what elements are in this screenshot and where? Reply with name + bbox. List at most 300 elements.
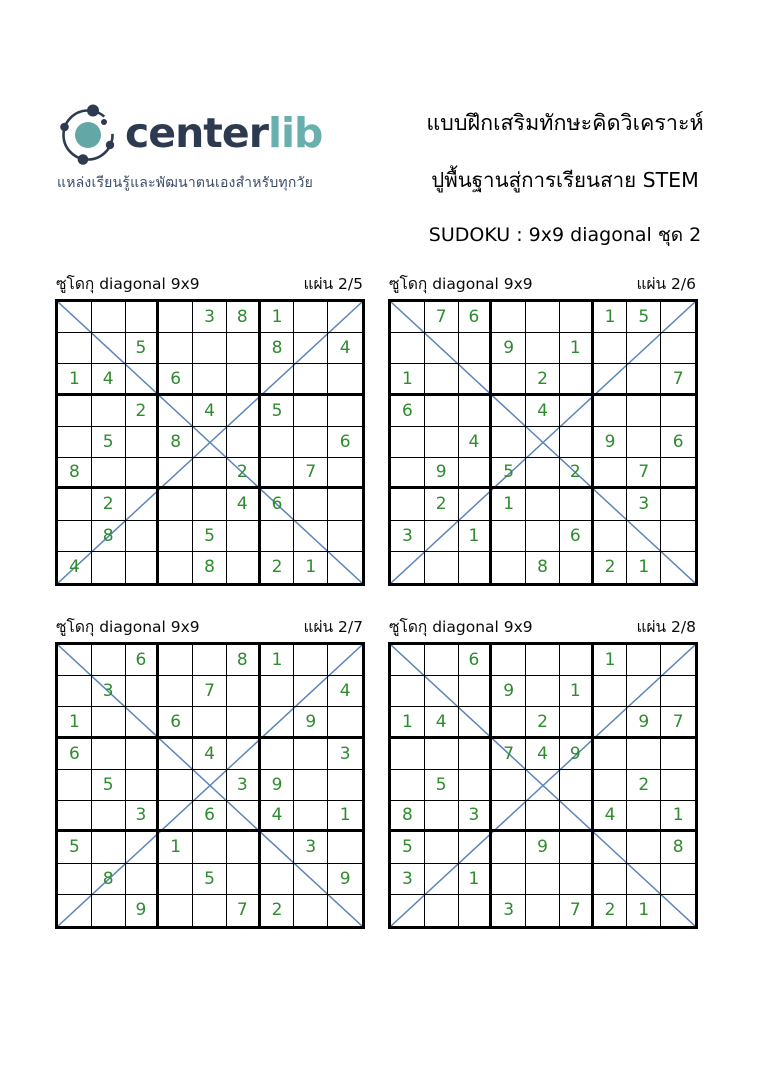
sudoku-cell: 8 [526, 552, 560, 583]
sudoku-cell [227, 396, 261, 427]
sudoku-cell [126, 302, 160, 333]
sudoku-cell: 3 [294, 832, 328, 863]
sudoku-cell [92, 832, 126, 863]
sudoku-cell [193, 427, 227, 458]
sudoku-cell [492, 864, 526, 895]
sudoku-cell [627, 832, 661, 863]
sudoku-cell [328, 645, 362, 676]
sudoku-cell [391, 770, 425, 801]
sudoku-cell [425, 864, 459, 895]
sudoku-cell [193, 645, 227, 676]
sudoku-cell: 9 [492, 333, 526, 364]
sudoku-cell [594, 333, 628, 364]
sudoku-cell [126, 521, 160, 552]
sudoku-cell [227, 552, 261, 583]
sudoku-cell [261, 458, 295, 489]
sudoku-cell: 1 [261, 645, 295, 676]
sudoku-cell: 6 [58, 739, 92, 770]
sudoku-cell [391, 458, 425, 489]
sudoku-cell: 8 [92, 864, 126, 895]
sudoku-cell [526, 302, 560, 333]
puzzle-sheet-label: แผ่น 2/6 [636, 275, 696, 293]
sudoku-cell [425, 333, 459, 364]
sudoku-cell: 2 [594, 895, 628, 926]
sudoku-cell [661, 645, 695, 676]
sudoku-cell: 5 [58, 832, 92, 863]
sudoku-panel-3 [55, 615, 365, 929]
sudoku-cell [294, 364, 328, 395]
sudoku-cell [594, 707, 628, 738]
sudoku-cell [560, 364, 594, 395]
sudoku-cell: 3 [92, 676, 126, 707]
sudoku-cell: 8 [227, 302, 261, 333]
sudoku-cell [193, 707, 227, 738]
sudoku-cell: 9 [126, 895, 160, 926]
sudoku-cell: 6 [459, 645, 493, 676]
sudoku-cell: 7 [661, 364, 695, 395]
sudoku-cell: 5 [92, 770, 126, 801]
sudoku-cell [459, 707, 493, 738]
sudoku-cell: 9 [627, 707, 661, 738]
sudoku-cell [261, 832, 295, 863]
sudoku-cell [227, 832, 261, 863]
sudoku-cell: 3 [627, 489, 661, 520]
sudoku-cell: 8 [159, 427, 193, 458]
sudoku-cell [492, 707, 526, 738]
sudoku-cell [261, 427, 295, 458]
sudoku-cell [193, 489, 227, 520]
sudoku-cell: 9 [560, 739, 594, 770]
sudoku-grid [55, 299, 365, 586]
sudoku-grid [55, 642, 365, 929]
sudoku-cell [526, 333, 560, 364]
sudoku-cell [227, 427, 261, 458]
sudoku-cell [627, 801, 661, 832]
sudoku-cell: 2 [92, 489, 126, 520]
sudoku-cell [492, 770, 526, 801]
sudoku-cell: 7 [193, 676, 227, 707]
sudoku-cell [459, 333, 493, 364]
sudoku-cell [58, 333, 92, 364]
sudoku-cell [459, 739, 493, 770]
sudoku-cell [594, 832, 628, 863]
logo-word-lib: lib [267, 108, 323, 157]
puzzle-sheet-label: แผ่น 2/8 [636, 618, 696, 636]
sudoku-cell [159, 489, 193, 520]
puzzle-header [388, 615, 698, 639]
sudoku-cell [526, 458, 560, 489]
sudoku-cell [92, 458, 126, 489]
sudoku-cell: 2 [526, 364, 560, 395]
sudoku-cell [294, 864, 328, 895]
sudoku-cell: 6 [159, 707, 193, 738]
sudoku-cell [594, 489, 628, 520]
sudoku-cell [193, 770, 227, 801]
sudoku-cell [560, 770, 594, 801]
sudoku-cell [328, 302, 362, 333]
sudoku-cell [58, 521, 92, 552]
sudoku-cell: 8 [261, 333, 295, 364]
sudoku-cell [126, 676, 160, 707]
sudoku-cell [425, 832, 459, 863]
sudoku-cell [459, 489, 493, 520]
sudoku-cell: 7 [560, 895, 594, 926]
sudoku-cell [459, 458, 493, 489]
sudoku-cell [126, 770, 160, 801]
sudoku-cell [227, 521, 261, 552]
sudoku-cell: 4 [227, 489, 261, 520]
sudoku-cell [92, 739, 126, 770]
sudoku-cell [661, 864, 695, 895]
sudoku-cell: 4 [193, 396, 227, 427]
sudoku-cell [526, 895, 560, 926]
sudoku-cell: 4 [526, 396, 560, 427]
puzzle-header [388, 272, 698, 296]
sudoku-cell [492, 302, 526, 333]
puzzle-title: ซูโดกุ diagonal 9x9 [56, 275, 200, 293]
sudoku-cell: 6 [159, 364, 193, 395]
sudoku-cell [126, 364, 160, 395]
sudoku-cell [594, 396, 628, 427]
sudoku-cell [294, 427, 328, 458]
sudoku-cell [492, 364, 526, 395]
sudoku-cell [560, 707, 594, 738]
sudoku-cell [560, 645, 594, 676]
sudoku-cell: 5 [193, 864, 227, 895]
sudoku-cell [159, 333, 193, 364]
sudoku-cell: 4 [328, 333, 362, 364]
sudoku-cell [627, 364, 661, 395]
sudoku-cell [159, 864, 193, 895]
sudoku-cell [627, 396, 661, 427]
sudoku-cell [526, 489, 560, 520]
sudoku-cell [328, 458, 362, 489]
sudoku-cell [425, 521, 459, 552]
sudoku-cell [661, 333, 695, 364]
sudoku-cell [425, 552, 459, 583]
sudoku-cell [92, 302, 126, 333]
sudoku-cell: 1 [459, 864, 493, 895]
sudoku-grid [388, 299, 698, 586]
sudoku-cell: 6 [193, 801, 227, 832]
sudoku-cell [227, 864, 261, 895]
sudoku-cell [159, 676, 193, 707]
sudoku-cell: 1 [58, 364, 92, 395]
sudoku-cell [459, 364, 493, 395]
sudoku-cell: 4 [193, 739, 227, 770]
sudoku-cell [526, 427, 560, 458]
sudoku-cell [459, 676, 493, 707]
sudoku-cell [661, 739, 695, 770]
sudoku-cell: 7 [294, 458, 328, 489]
sudoku-cell: 6 [261, 489, 295, 520]
sudoku-cell [294, 396, 328, 427]
sudoku-cell [159, 302, 193, 333]
sudoku-cell [391, 489, 425, 520]
sudoku-cell: 5 [193, 521, 227, 552]
sudoku-cell: 3 [459, 801, 493, 832]
sudoku-cell [159, 895, 193, 926]
sudoku-cell: 4 [459, 427, 493, 458]
sudoku-cell [92, 801, 126, 832]
sudoku-cell [227, 333, 261, 364]
sudoku-cell [159, 739, 193, 770]
sudoku-cell [594, 521, 628, 552]
sudoku-cell [92, 895, 126, 926]
sudoku-cell: 6 [126, 645, 160, 676]
sudoku-cell [294, 333, 328, 364]
sudoku-cell: 9 [594, 427, 628, 458]
sudoku-cell [328, 895, 362, 926]
sudoku-cell [261, 521, 295, 552]
sudoku-cell [526, 645, 560, 676]
sudoku-cell: 4 [425, 707, 459, 738]
sudoku-cell [328, 396, 362, 427]
sudoku-cell [627, 427, 661, 458]
sudoku-cell [459, 770, 493, 801]
logo-word-center: center [125, 108, 268, 157]
sudoku-cell: 3 [391, 864, 425, 895]
sudoku-cell [661, 676, 695, 707]
sudoku-cell [126, 427, 160, 458]
centerlib-logo-icon [57, 100, 121, 166]
sudoku-cell [294, 521, 328, 552]
sudoku-cell [92, 552, 126, 583]
sudoku-cell [425, 801, 459, 832]
sudoku-cell [492, 832, 526, 863]
sudoku-cell [193, 458, 227, 489]
sudoku-cell: 3 [227, 770, 261, 801]
sudoku-cell: 1 [661, 801, 695, 832]
sudoku-cell [661, 396, 695, 427]
sudoku-cell [526, 801, 560, 832]
sudoku-cell [126, 864, 160, 895]
sudoku-cell [492, 801, 526, 832]
sudoku-cell [328, 521, 362, 552]
sudoku-cell [425, 396, 459, 427]
puzzle-title: ซูโดกุ diagonal 9x9 [56, 618, 200, 636]
sudoku-cell: 8 [193, 552, 227, 583]
logo-wordmark [125, 108, 323, 157]
sudoku-cell: 1 [560, 333, 594, 364]
sudoku-cell: 8 [661, 832, 695, 863]
sudoku-cell: 1 [261, 302, 295, 333]
sudoku-cell [425, 364, 459, 395]
puzzle-title: ซูโดกุ diagonal 9x9 [389, 618, 533, 636]
sudoku-cell [159, 552, 193, 583]
sudoku-cell: 1 [159, 832, 193, 863]
sudoku-cell [661, 895, 695, 926]
sudoku-cell: 7 [227, 895, 261, 926]
sudoku-cell: 7 [492, 739, 526, 770]
sudoku-cell [126, 458, 160, 489]
sudoku-cell [526, 770, 560, 801]
sudoku-cell [560, 302, 594, 333]
sudoku-cell: 2 [261, 895, 295, 926]
sudoku-cell: 5 [627, 302, 661, 333]
sudoku-cell: 5 [391, 832, 425, 863]
sudoku-cell [425, 739, 459, 770]
sudoku-cell [227, 801, 261, 832]
sudoku-cell [627, 676, 661, 707]
sudoku-cell [227, 739, 261, 770]
sudoku-cell [391, 739, 425, 770]
sudoku-cell [391, 333, 425, 364]
sudoku-cell [126, 707, 160, 738]
sudoku-cell: 1 [294, 552, 328, 583]
sudoku-cell [159, 521, 193, 552]
sudoku-cell [227, 676, 261, 707]
sudoku-cell: 3 [391, 521, 425, 552]
sudoku-cell [193, 832, 227, 863]
puzzle-sheet-label: แผ่น 2/7 [303, 618, 363, 636]
sudoku-cell: 5 [492, 458, 526, 489]
sudoku-cell: 1 [560, 676, 594, 707]
sudoku-cell [261, 676, 295, 707]
sudoku-cell: 1 [492, 489, 526, 520]
sudoku-cell [58, 302, 92, 333]
sudoku-cell: 5 [92, 427, 126, 458]
sudoku-cell: 2 [627, 770, 661, 801]
sudoku-cell: 6 [459, 302, 493, 333]
sudoku-cell [425, 676, 459, 707]
sudoku-cell: 6 [560, 521, 594, 552]
sudoku-cell: 2 [261, 552, 295, 583]
sudoku-cell [58, 396, 92, 427]
sudoku-cell [261, 707, 295, 738]
sudoku-cell [627, 645, 661, 676]
sudoku-cell [560, 832, 594, 863]
sudoku-cell [594, 864, 628, 895]
sudoku-cell [627, 333, 661, 364]
sudoku-cell [261, 864, 295, 895]
sudoku-cell [492, 521, 526, 552]
sudoku-cell [661, 770, 695, 801]
sudoku-cell: 4 [261, 801, 295, 832]
sudoku-cell [459, 396, 493, 427]
sudoku-cell: 7 [661, 707, 695, 738]
title-line-1: แบบฝึกเสริมทักษะคิดวิเคราะห์ [426, 111, 704, 136]
sudoku-cell [391, 645, 425, 676]
sudoku-cell [391, 302, 425, 333]
sudoku-cell [126, 489, 160, 520]
logo-tagline: แหล่งเรียนรู้และพัฒนาตนเองสำหรับทุกวัย [57, 175, 313, 191]
sudoku-cell: 9 [425, 458, 459, 489]
sudoku-cell [594, 739, 628, 770]
sudoku-cell [159, 458, 193, 489]
sudoku-cell [294, 739, 328, 770]
sudoku-cell [193, 364, 227, 395]
sudoku-cell [425, 645, 459, 676]
sudoku-cell [294, 801, 328, 832]
sudoku-cell [661, 489, 695, 520]
sudoku-cell: 2 [594, 552, 628, 583]
sudoku-cell [526, 864, 560, 895]
sudoku-cell [159, 645, 193, 676]
sudoku-cell [159, 770, 193, 801]
sudoku-cell [391, 427, 425, 458]
sudoku-cell: 4 [594, 801, 628, 832]
sudoku-cell: 6 [661, 427, 695, 458]
sudoku-cell: 1 [594, 302, 628, 333]
sudoku-cell: 1 [391, 364, 425, 395]
sudoku-cell [159, 396, 193, 427]
sudoku-cell [328, 770, 362, 801]
sudoku-cell: 1 [328, 801, 362, 832]
worksheet-title [400, 106, 730, 250]
sudoku-cell [58, 489, 92, 520]
sudoku-cell: 3 [492, 895, 526, 926]
sudoku-cell: 3 [126, 801, 160, 832]
sudoku-cell: 7 [627, 458, 661, 489]
sudoku-cell [227, 707, 261, 738]
sudoku-cell [58, 895, 92, 926]
sudoku-cell: 1 [391, 707, 425, 738]
sudoku-cell [261, 739, 295, 770]
sudoku-cell: 1 [627, 552, 661, 583]
sudoku-cell: 1 [58, 707, 92, 738]
puzzle-sheet-label: แผ่น 2/5 [303, 275, 363, 293]
sudoku-cell: 1 [459, 521, 493, 552]
sudoku-cell [594, 676, 628, 707]
sudoku-cell: 9 [526, 832, 560, 863]
sudoku-cell: 7 [425, 302, 459, 333]
sudoku-cell [594, 458, 628, 489]
sudoku-cell: 4 [92, 364, 126, 395]
sudoku-cell: 4 [526, 739, 560, 770]
sudoku-cell: 2 [425, 489, 459, 520]
sudoku-cell [492, 645, 526, 676]
puzzle-header [55, 615, 365, 639]
sudoku-cell [526, 521, 560, 552]
sudoku-cell [227, 364, 261, 395]
sudoku-cell [560, 427, 594, 458]
sudoku-cell [328, 489, 362, 520]
sudoku-cell [594, 364, 628, 395]
sudoku-panel-4 [388, 615, 698, 929]
centerlib-logo [57, 100, 322, 194]
sudoku-cell [58, 801, 92, 832]
sudoku-cell: 9 [328, 864, 362, 895]
sudoku-cell [328, 552, 362, 583]
sudoku-cell [294, 302, 328, 333]
sudoku-cell: 3 [328, 739, 362, 770]
sudoku-cell [560, 552, 594, 583]
sudoku-cell: 1 [627, 895, 661, 926]
sudoku-cell [560, 396, 594, 427]
sudoku-panel-2 [388, 272, 698, 586]
sudoku-cell [661, 302, 695, 333]
sudoku-cell [193, 895, 227, 926]
puzzle-title: ซูโดกุ diagonal 9x9 [389, 275, 533, 293]
sudoku-cell: 1 [594, 645, 628, 676]
sudoku-cell [328, 707, 362, 738]
sudoku-cell [459, 552, 493, 583]
sudoku-cell [126, 832, 160, 863]
sudoku-cell [92, 333, 126, 364]
sudoku-cell: 2 [526, 707, 560, 738]
sudoku-cell: 8 [227, 645, 261, 676]
sudoku-cell: 4 [58, 552, 92, 583]
sudoku-cell [661, 521, 695, 552]
sudoku-cell: 8 [58, 458, 92, 489]
sudoku-cell [58, 676, 92, 707]
sudoku-cell [425, 895, 459, 926]
sudoku-cell [627, 864, 661, 895]
sudoku-cell: 3 [193, 302, 227, 333]
sudoku-cell [391, 552, 425, 583]
sudoku-cell [261, 364, 295, 395]
